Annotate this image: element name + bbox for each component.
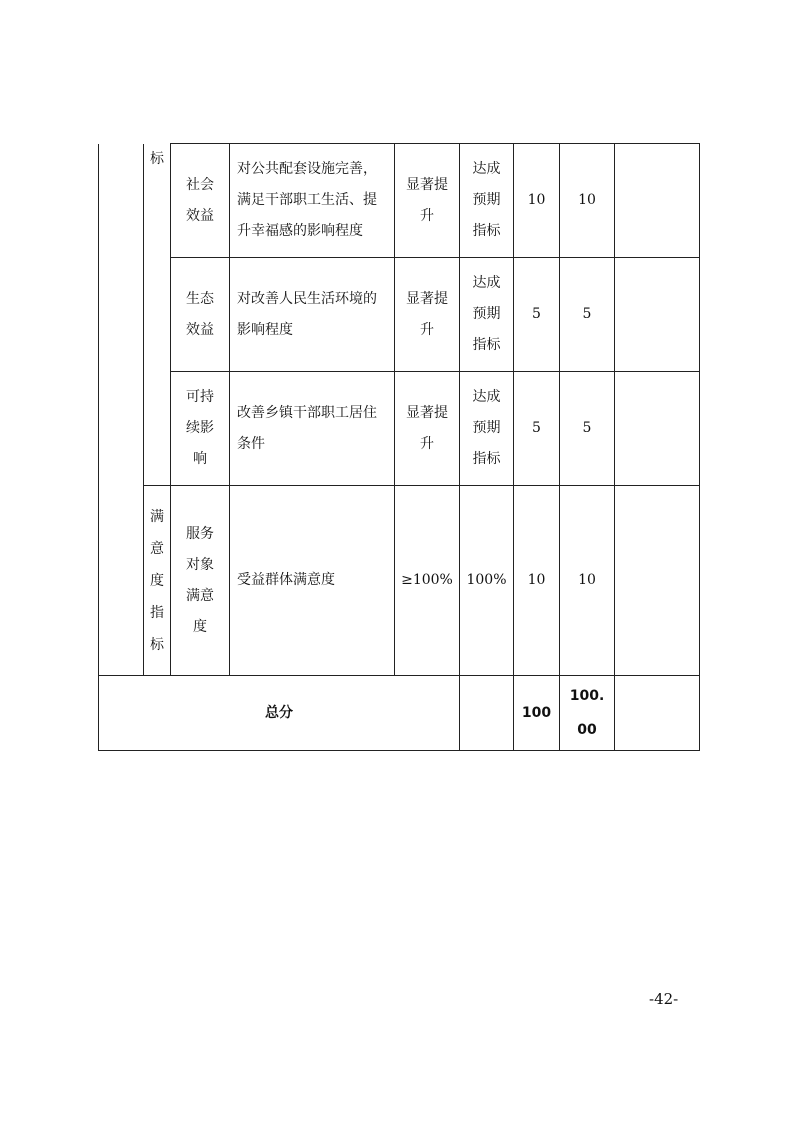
target-value: 显著提升: [406, 176, 448, 224]
table-row: [99, 486, 700, 676]
score-cell: [560, 372, 615, 486]
level2-category-label: 满意度指标: [150, 508, 164, 653]
table-row: [99, 144, 700, 258]
target-cell: [395, 372, 460, 486]
level3-category-label: 服务对象满意度: [186, 525, 214, 635]
actual-cell: [460, 372, 514, 486]
total-weight-value: 100: [521, 704, 552, 721]
indicator-cell: [230, 372, 395, 486]
weight-cell: [514, 258, 560, 372]
level1-category-cell: [99, 144, 144, 676]
page-number: -42-: [649, 990, 679, 1008]
level2-category-cell: [144, 144, 171, 486]
target-value: ≥100%: [401, 572, 453, 588]
level2-category-label: 标: [150, 150, 164, 167]
weight-cell: [514, 372, 560, 486]
target-cell: [395, 144, 460, 258]
total-row: [99, 676, 700, 751]
level3-category-label: 社会效益: [186, 176, 214, 224]
level3-category-label: 可持续影响: [186, 389, 214, 467]
score-cell: [560, 486, 615, 676]
score-cell: [560, 144, 615, 258]
target-cell: [395, 258, 460, 372]
remark-cell: [615, 486, 700, 676]
score-value: 10: [578, 572, 596, 588]
weight-cell: [514, 144, 560, 258]
score-cell: [560, 258, 615, 372]
weight-value: 10: [527, 572, 546, 588]
indicator-text: 受益群体满意度: [237, 572, 335, 588]
actual-value: 达成预期指标: [472, 389, 501, 467]
table-row: [99, 258, 700, 372]
score-value: 5: [582, 306, 592, 322]
score-value: 5: [582, 420, 592, 436]
remark-cell: [615, 258, 700, 372]
total-weight-cell: [514, 676, 560, 751]
level3-category-label: 生态效益: [186, 290, 214, 338]
weight-value: 10: [527, 192, 546, 208]
total-score-cell: [560, 676, 615, 751]
actual-cell: [460, 258, 514, 372]
actual-value: 100%: [466, 572, 507, 588]
level3-category-cell: [171, 144, 230, 258]
level2-category-cell: [144, 486, 171, 676]
weight-value: 5: [532, 420, 541, 436]
indicator-cell: [230, 144, 395, 258]
actual-cell: [460, 144, 514, 258]
score-value: 10: [578, 192, 596, 208]
remark-cell: [615, 144, 700, 258]
remark-cell: [615, 372, 700, 486]
total-label: 总分: [265, 704, 293, 721]
indicator-text: 改善乡镇干部职工居住条件: [237, 404, 377, 452]
indicator-cell: [230, 486, 395, 676]
level3-category-cell: [171, 258, 230, 372]
target-value: 显著提升: [406, 404, 448, 452]
actual-cell: [460, 486, 514, 676]
indicator-text: 对公共配套设施完善，满足干部职工生活、提升幸福感的影响程度: [237, 161, 377, 239]
total-score-value: 100.00: [569, 688, 605, 738]
total-actual-cell: [460, 676, 514, 751]
weight-value: 5: [532, 306, 541, 322]
indicator-text: 对改善人民生活环境的影响程度: [237, 290, 377, 338]
total-remark-cell: [615, 676, 700, 751]
weight-cell: [514, 486, 560, 676]
indicator-cell: [230, 258, 395, 372]
target-cell: [395, 486, 460, 676]
actual-value: 达成预期指标: [472, 275, 501, 353]
table-row: [99, 372, 700, 486]
actual-value: 达成预期指标: [472, 161, 501, 239]
level3-category-cell: [171, 372, 230, 486]
target-value: 显著提升: [406, 290, 448, 338]
performance-evaluation-table: [98, 143, 700, 751]
level3-category-cell: [171, 486, 230, 676]
total-label-cell: [99, 676, 460, 751]
